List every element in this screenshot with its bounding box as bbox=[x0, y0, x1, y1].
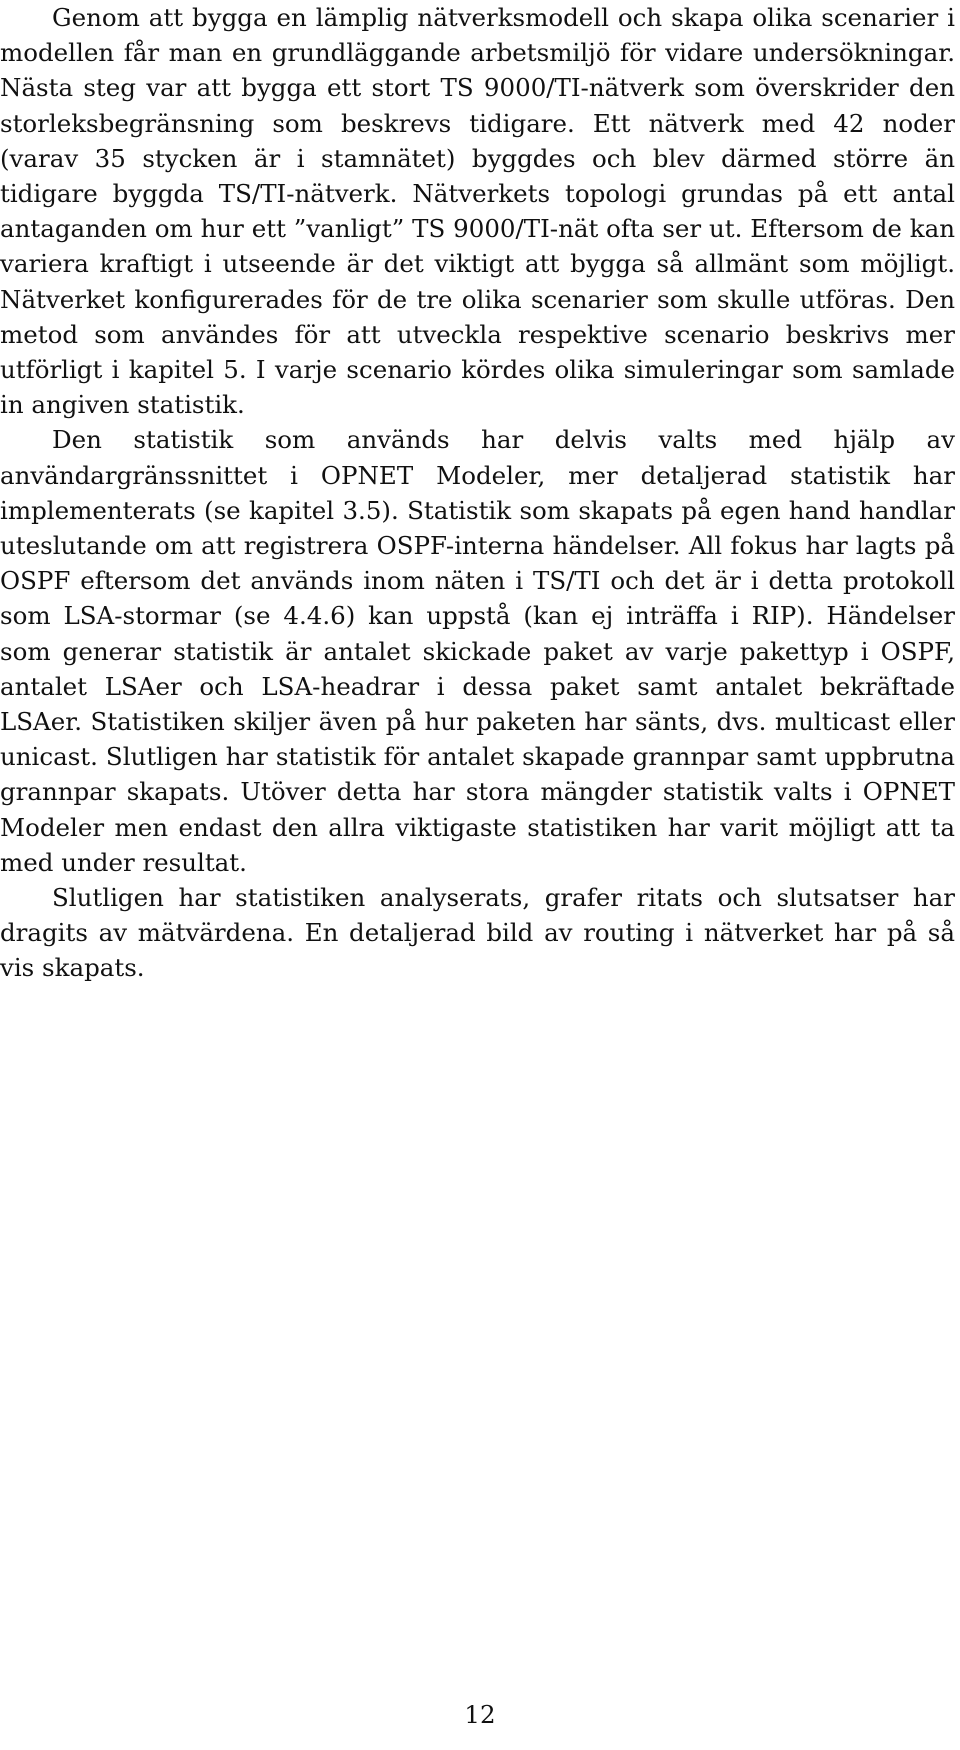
page-number: 12 bbox=[464, 1700, 496, 1729]
paragraph-network-model: Genom att bygga en lämplig nätverksmodell och skapa olika scenarier i modellen får man en grundläggande arbetsmiljö för vidare undersökningar. Nästa steg var att bygga ett stort TS 9000/TI-nätverk som överskrider den storleksbegränsning som beskrevs tidigare. Ett nätverk med 42 noder (varav 35 stycken är i stamnätet) byggdes och blev därmed större än tidigare byggda TS/TI-nätverk. Nätverkets topologi grundas på ett antal antaganden om hur ett ”vanligt” TS 9000/TI-nät ofta ser ut. Eftersom de kan variera kraftigt i utseende är det viktigt att bygga så allmänt som möjligt. Nätverket konfigurerades för de tre olika scenarier som skulle utföras. Den metod som användes för att utveckla respektive scenario beskrivs mer utförligt i kapitel 5. I varje scenario kördes olika simuleringar som samlade in angiven statistik. bbox=[0, 3, 955, 420]
paragraph-conclusion: Slutligen har statistiken analyserats, grafer ritats och slutsatser har dragits av mätvärdena. En detaljerad bild av routing i nätverket har på så vis skapats. bbox=[0, 883, 955, 983]
paragraph-statistics: Den statistik som används har delvis valts med hjälp av användargränssnittet i OPNET Modeler, mer detaljerad statistik har implementerats (se kapitel 3.5). Statistik som skapats på egen hand handlar uteslutande om att registrera OSPF-interna händelser. All fokus har lagts på OSPF eftersom det används inom näten i TS/TI och det är i detta protokoll som LSA-stormar (se 4.4.6) kan uppstå (kan ej inträffa i RIP). Händelser som generar statistik är antalet skickade paket av varje pakettyp i OSPF, antalet LSAer och LSA-headrar i dessa paket samt antalet bekräftade LSAer. Statistiken skiljer även på hur paketen har sänts, dvs. multicast eller unicast. Slutligen har statistik för antalet skapade grannpar samt uppbrutna grannpar skapats. Utöver detta har stora mängder statistik valts i OPNET Modeler men endast den allra viktigaste statistiken har varit möjligt att ta med under resultat. bbox=[0, 425, 955, 877]
